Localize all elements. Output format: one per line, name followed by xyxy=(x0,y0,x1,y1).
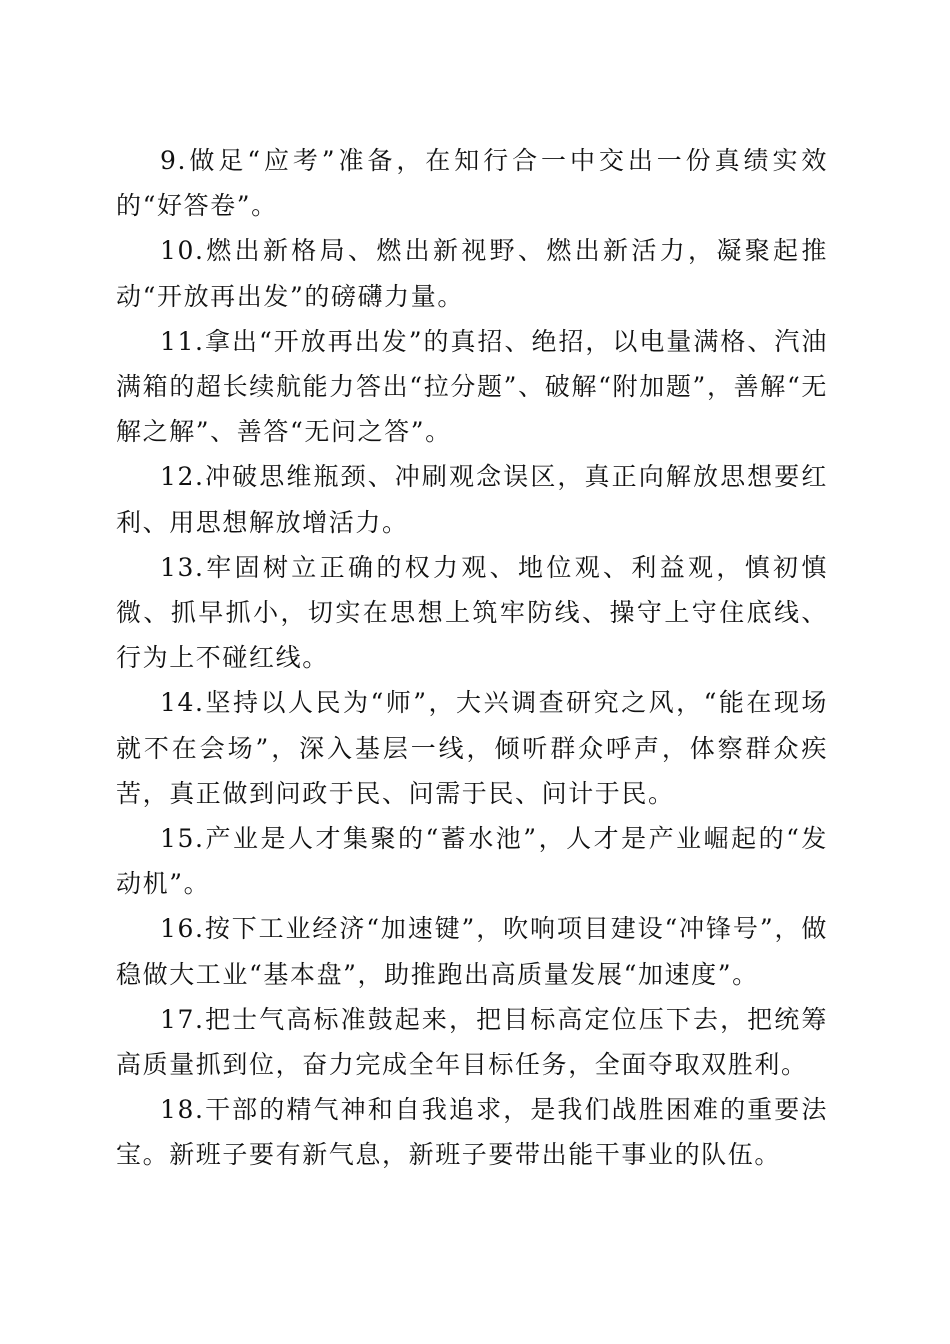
document-page xyxy=(116,138,828,1178)
paragraph-17: 17.把士气高标准鼓起来，把目标高定位压下去，把统筹高质量抓到位，奋力完成全年目标任务，全面夺取双胜利。 xyxy=(116,1004,828,1080)
paragraph-18: 18.干部的精气神和自我追求，是我们战胜困难的重要法宝。新班子要有新气息，新班子要带出能干事业的队伍。 xyxy=(116,1095,828,1170)
paragraph-10: 10.燃出新格局、燃出新视野、燃出新活力，凝聚起推动“开放再出发”的磅礴力量。 xyxy=(116,236,828,311)
paragraph-11: 11.拿出“开放再出发”的真招、绝招，以电量满格、汽油满箱的超长续航能力答出“拉分题”、破解“附加题”，善解“无解之解”、善答“无问之答”。 xyxy=(116,326,828,447)
paragraph-13: 13.牢固树立正确的权力观、地位观、利益观，慎初慎微、抓早抓小，切实在思想上筑牢防线、操守上守住底线、行为上不碰红线。 xyxy=(116,552,828,673)
paragraph-15: 15.产业是人才集聚的“蓄水池”，人才是产业崛起的“发动机”。 xyxy=(116,824,828,899)
paragraph-9: 9.做足“应考”准备，在知行合一中交出一份真绩实效的“好答卷”。 xyxy=(116,146,828,221)
paragraph-16: 16.按下工业经济“加速键”，吹响项目建设“冲锋号”，做稳做大工业“基本盘”，助推跑出高质量发展“加速度”。 xyxy=(116,914,828,989)
paragraph-14: 14.坚持以人民为“师”，大兴调查研究之风，“能在现场就不在会场”，深入基层一线，倾听群众呼声，体察群众疾苦，真正做到问政于民、问需于民、问计于民。 xyxy=(116,688,828,808)
paragraph-12: 12.冲破思维瓶颈、冲刷观念误区，真正向解放思想要红利、用思想解放增活力。 xyxy=(116,462,828,537)
